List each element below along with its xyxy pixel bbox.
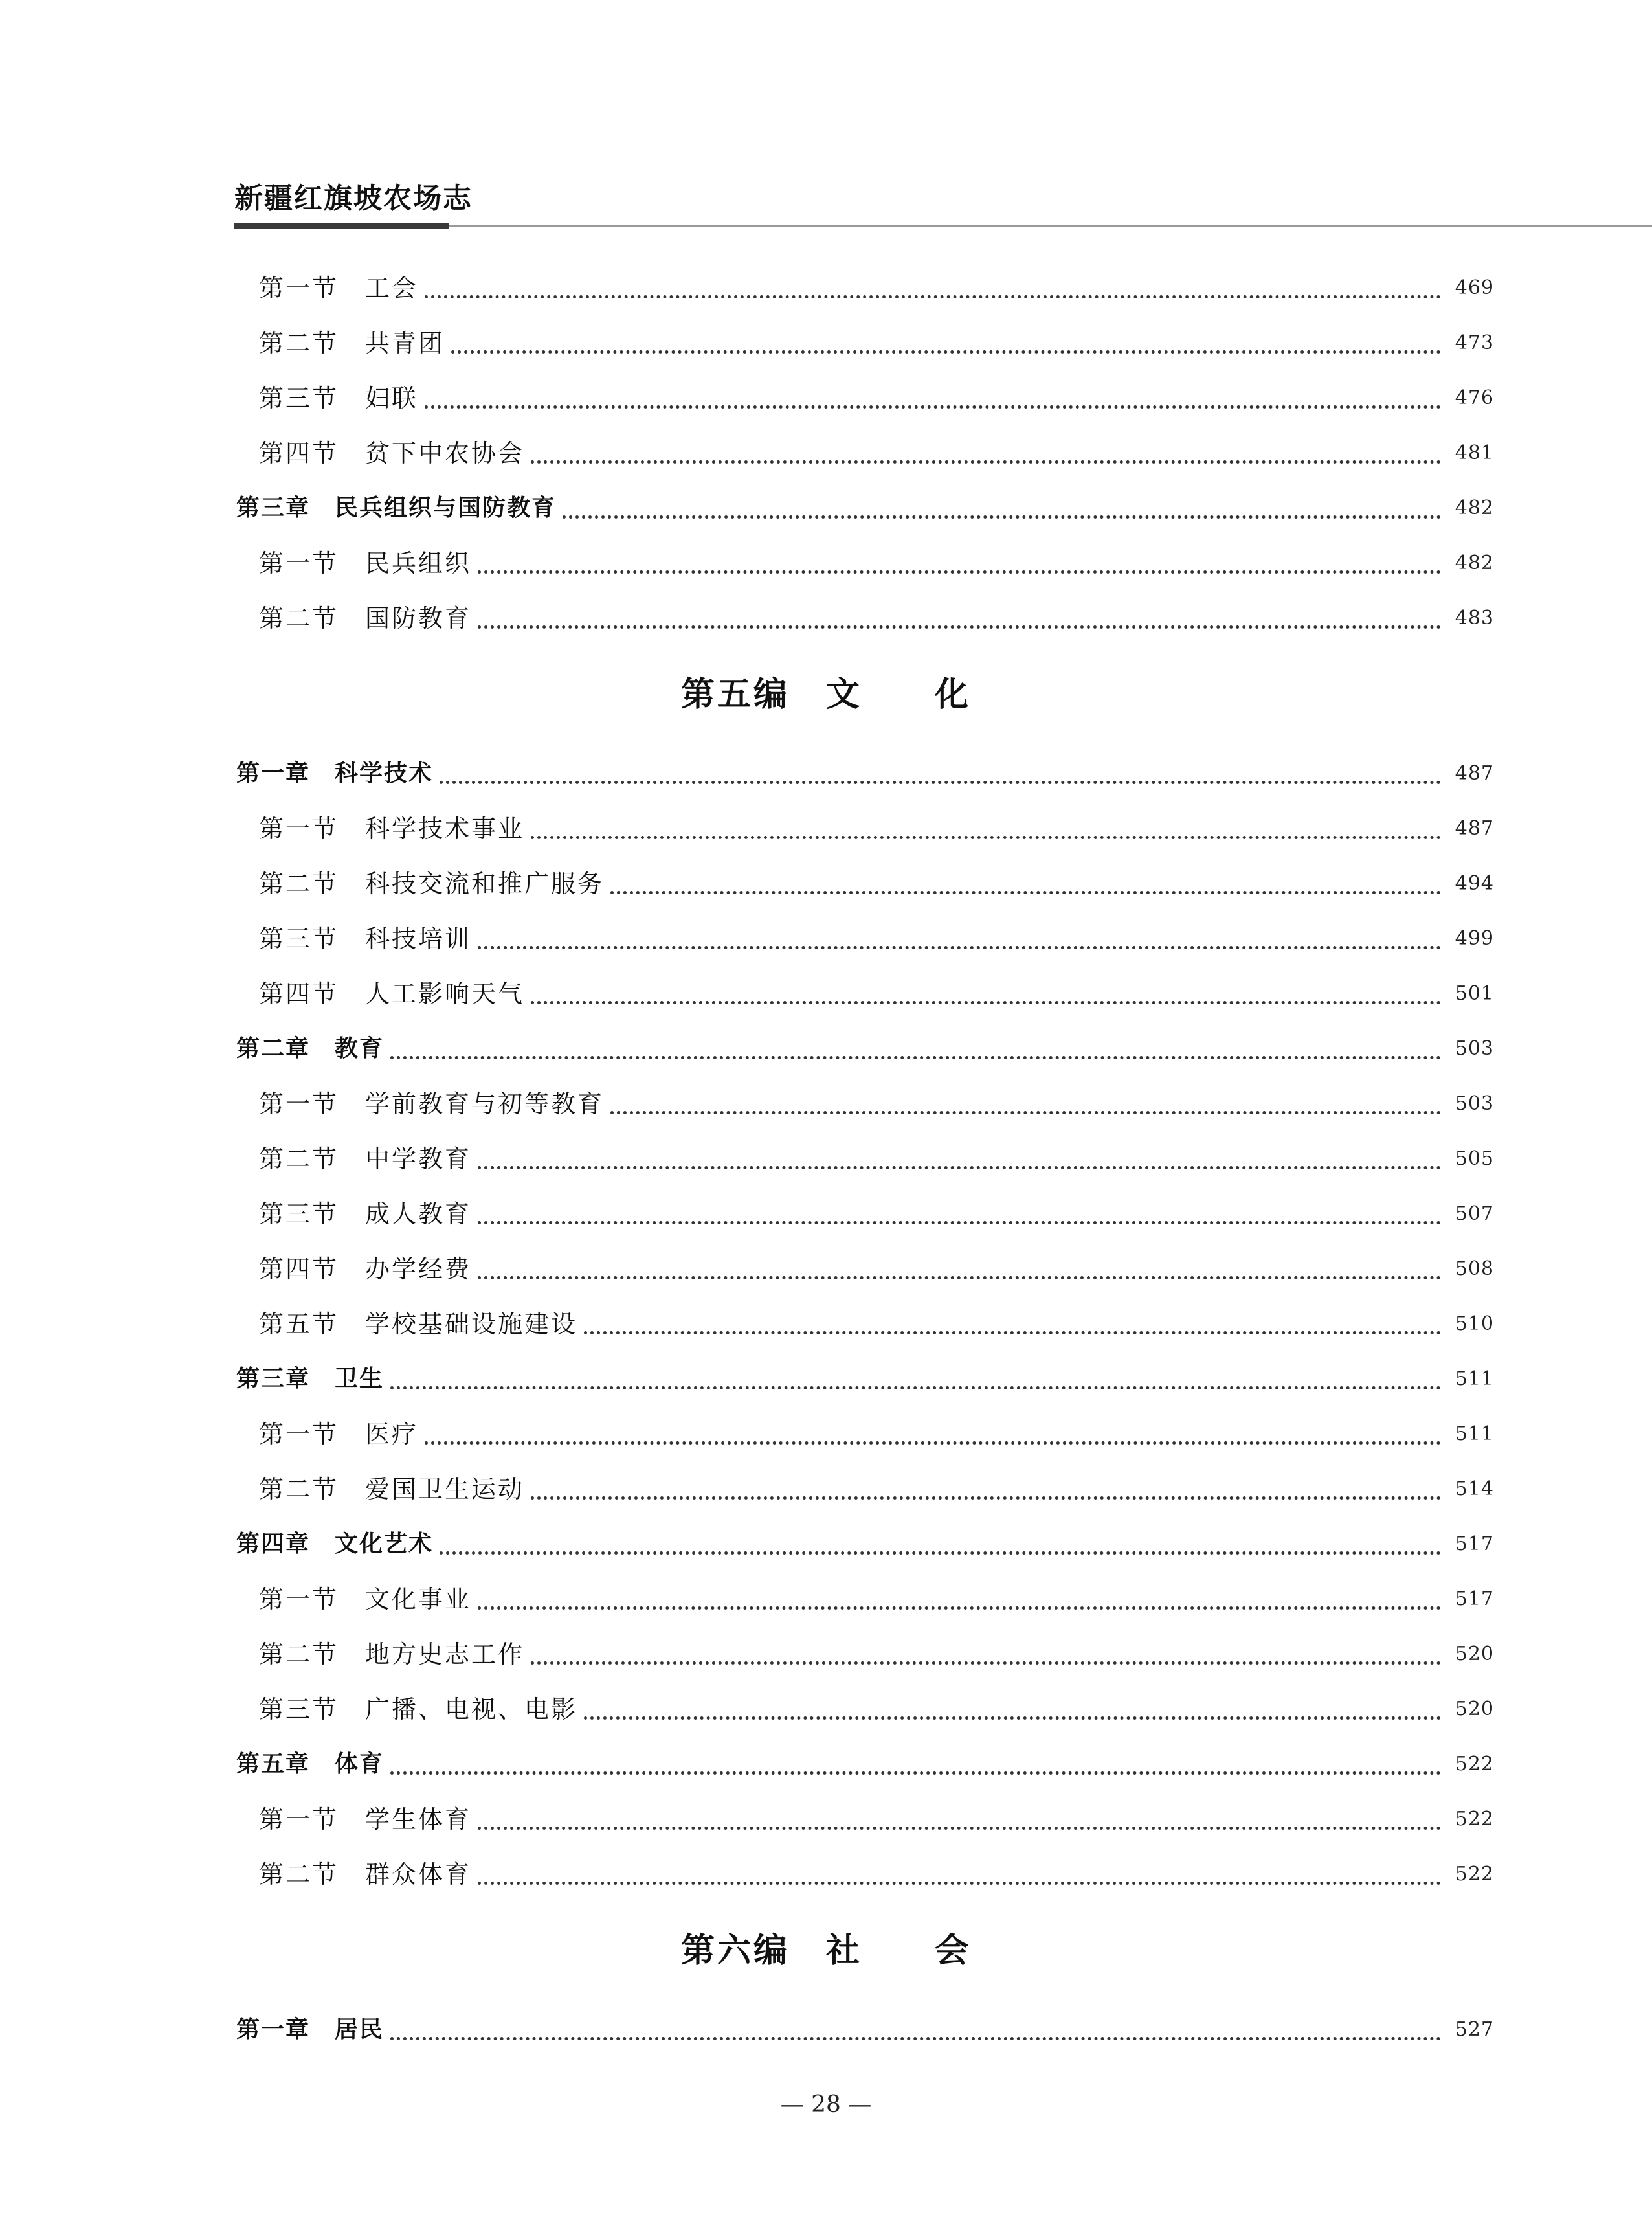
toc-page-number: 522: [1455, 1808, 1494, 1830]
toc-page-number: 503: [1455, 1037, 1494, 1060]
toc-entry-title: 第四章 文化艺术: [236, 1531, 434, 1557]
dot-leader: [584, 1331, 1441, 1334]
dot-leader: [478, 570, 1441, 574]
toc-page-number: 511: [1455, 1422, 1494, 1445]
toc-page-number: 508: [1455, 1257, 1494, 1280]
toc-entry-title: 第五章 体育: [236, 1751, 385, 1777]
dot-leader: [563, 515, 1441, 519]
toc-entry-title: 第二章 教育: [236, 1035, 385, 1062]
toc-entry-title: 第一节 学前教育与初等教育: [259, 1090, 605, 1118]
toc-page-number: 483: [1455, 607, 1494, 629]
toc-page-number: 487: [1455, 817, 1494, 840]
toc-page-number: 510: [1455, 1312, 1494, 1335]
dot-leader: [610, 1111, 1441, 1114]
toc-entry-title: 第二节 共青团: [259, 329, 445, 357]
toc-chapter-entry[interactable]: [236, 2010, 1494, 2049]
toc-section-entry[interactable]: [259, 379, 1494, 418]
toc-entry-title: 第二节 国防教育: [259, 604, 472, 633]
toc-chapter-entry[interactable]: [236, 1525, 1494, 1564]
toc-section-entry[interactable]: [259, 1305, 1494, 1343]
dot-leader: [478, 625, 1441, 629]
toc-section-entry[interactable]: [259, 599, 1494, 638]
toc-page-number: 514: [1455, 1478, 1494, 1500]
toc-section-entry[interactable]: [259, 1415, 1494, 1454]
toc-entry-title: 第三章 民兵组织与国防教育: [236, 495, 557, 521]
toc-page-number: 476: [1455, 387, 1494, 409]
toc-page-number: 520: [1455, 1643, 1494, 1665]
dot-leader: [478, 1166, 1441, 1169]
dot-leader: [478, 1606, 1441, 1610]
dot-leader: [531, 1496, 1441, 1500]
part-title: 第五编 文 化: [680, 675, 971, 714]
toc-section-entry[interactable]: [259, 324, 1494, 363]
toc-entry-title: 第二节 科技交流和推广服务: [259, 870, 605, 898]
toc-page-number: 482: [1455, 497, 1494, 519]
toc-page-number: 511: [1455, 1367, 1494, 1390]
dot-leader: [390, 1386, 1441, 1389]
dot-leader: [531, 1001, 1441, 1004]
toc-entry-title: 第三节 妇联: [259, 384, 419, 412]
toc-chapter-entry[interactable]: [236, 754, 1494, 793]
part-title: 第六编 社 会: [680, 1931, 971, 1970]
toc-page-number: 501: [1455, 982, 1494, 1005]
toc-chapter-entry[interactable]: [236, 1360, 1494, 1399]
toc-chapter-entry[interactable]: [236, 489, 1494, 528]
toc-section-entry[interactable]: [259, 1250, 1494, 1288]
toc-entry-title: 第四节 办学经费: [259, 1255, 472, 1283]
dot-leader: [610, 891, 1441, 894]
toc-page-number: 522: [1455, 1753, 1494, 1775]
dot-leader: [390, 1771, 1441, 1775]
dot-leader: [425, 295, 1441, 298]
toc-section-entry[interactable]: [259, 269, 1494, 308]
dot-leader: [478, 1221, 1441, 1224]
toc-entry-title: 第二节 群众体育: [259, 1860, 472, 1889]
toc-page-number: 473: [1455, 332, 1494, 354]
book-title: 新疆红旗坡农场志: [234, 182, 473, 215]
toc-entry-title: 第二节 中学教育: [259, 1145, 472, 1173]
toc-section-entry[interactable]: [259, 1140, 1494, 1178]
toc-page-number: 499: [1455, 927, 1494, 950]
toc-entry-title: 第一章 科学技术: [236, 760, 434, 787]
toc-page-number: 507: [1455, 1202, 1494, 1225]
dot-leader: [531, 836, 1441, 839]
toc-section-entry[interactable]: [259, 1580, 1494, 1619]
toc-entry-title: 第二节 爱国卫生运动: [259, 1475, 525, 1503]
dot-leader: [440, 781, 1441, 784]
toc-section-entry[interactable]: [259, 1470, 1494, 1509]
toc-entry-title: 第三节 成人教育: [259, 1200, 472, 1228]
toc-section-entry[interactable]: [259, 1855, 1494, 1894]
toc-section-entry[interactable]: [259, 1085, 1494, 1123]
toc-section-entry[interactable]: [259, 1635, 1494, 1674]
toc-page-number: 469: [1455, 276, 1494, 299]
toc-entry-title: 第一节 文化事业: [259, 1585, 472, 1613]
toc-page-number: 505: [1455, 1147, 1494, 1170]
toc-entry-title: 第一节 医疗: [259, 1420, 419, 1448]
dot-leader: [478, 946, 1441, 949]
toc-section-entry[interactable]: [259, 434, 1494, 473]
toc-entry-title: 第四节 人工影响天气: [259, 980, 525, 1008]
toc-section-entry[interactable]: [259, 974, 1494, 1013]
toc-entry-title: 第三章 卫生: [236, 1366, 385, 1392]
dot-leader: [390, 2037, 1441, 2040]
toc-page-number: 487: [1455, 762, 1494, 785]
toc-section-entry[interactable]: [259, 1690, 1494, 1729]
toc-section-entry[interactable]: [259, 1800, 1494, 1839]
toc-entry-title: 第四节 贫下中农协会: [259, 439, 525, 467]
dot-leader: [425, 1441, 1441, 1445]
dot-leader: [531, 1661, 1441, 1665]
toc-section-entry[interactable]: [259, 864, 1494, 903]
toc-entry-title: 第二节 地方史志工作: [259, 1640, 525, 1669]
toc-entry-title: 第五节 学校基础设施建设: [259, 1310, 578, 1338]
toc-section-entry[interactable]: [259, 1195, 1494, 1233]
dot-leader: [451, 350, 1441, 354]
toc-entry-title: 第一节 科学技术事业: [259, 815, 525, 843]
toc-entry-title: 第三节 科技培训: [259, 925, 472, 953]
dot-leader: [478, 1882, 1441, 1885]
toc-section-entry[interactable]: [259, 919, 1494, 958]
toc-entry-title: 第一章 居民: [236, 2016, 385, 2043]
toc-section-entry[interactable]: [259, 544, 1494, 583]
toc-entry-title: 第三节 广播、电视、电影: [259, 1695, 578, 1724]
dot-leader: [425, 405, 1441, 409]
toc-page-number: 520: [1455, 1698, 1494, 1720]
toc-entry-title: 第一节 工会: [259, 274, 419, 302]
toc-page-number: 482: [1455, 552, 1494, 574]
toc-page-number: 517: [1455, 1533, 1494, 1555]
toc-entry-title: 第一节 民兵组织: [259, 549, 472, 578]
dot-leader: [390, 1056, 1441, 1059]
toc-page-number: 522: [1455, 1863, 1494, 1885]
dot-leader: [440, 1551, 1441, 1555]
toc-page-number: 494: [1455, 872, 1494, 895]
dot-leader: [478, 1827, 1441, 1830]
toc-chapter-entry[interactable]: [236, 1029, 1494, 1068]
dot-leader: [478, 1276, 1441, 1279]
page-number: — 28 —: [780, 2091, 872, 2118]
toc-entry-title: 第一节 学生体育: [259, 1805, 472, 1834]
dot-leader: [531, 460, 1441, 464]
dot-leader: [584, 1716, 1441, 1720]
toc-section-entry[interactable]: [259, 809, 1494, 848]
toc-page-number: 481: [1455, 442, 1494, 464]
toc-page-number: 503: [1455, 1092, 1494, 1115]
toc-page-number: 527: [1455, 2018, 1494, 2041]
toc-page-number: 517: [1455, 1588, 1494, 1610]
toc-chapter-entry[interactable]: [236, 1745, 1494, 1784]
